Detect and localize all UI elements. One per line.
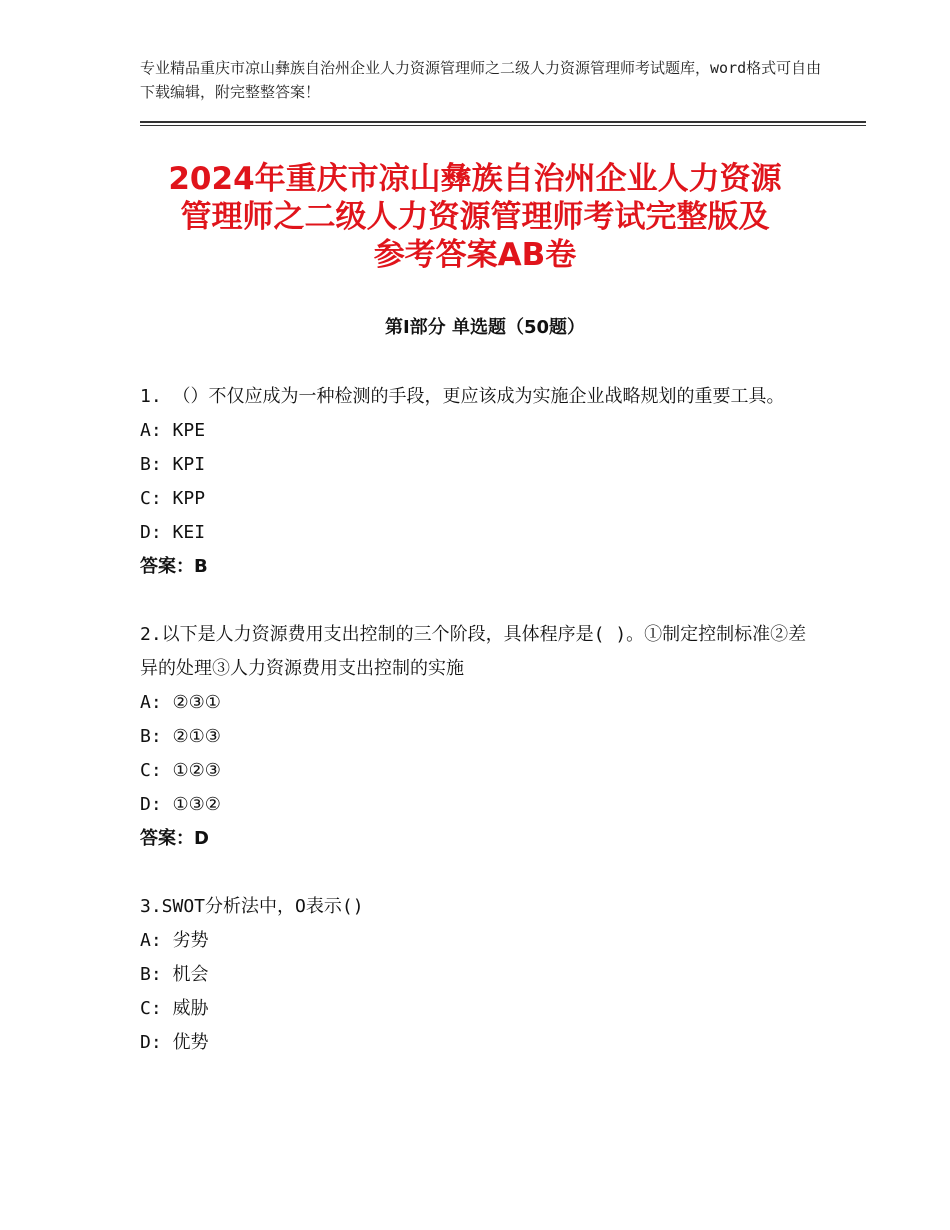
option-text: KPE bbox=[172, 420, 206, 441]
option-text: 威胁 bbox=[172, 998, 209, 1019]
option-letter: B: bbox=[140, 454, 162, 475]
option-text: ②①③ bbox=[172, 726, 221, 747]
option-spacer bbox=[162, 992, 173, 1026]
option-letter: A: bbox=[140, 930, 162, 951]
option-a bbox=[140, 414, 820, 448]
option-text: ①②③ bbox=[172, 760, 221, 781]
option-a bbox=[140, 686, 820, 720]
option-spacer bbox=[162, 720, 173, 754]
option-letter: B: bbox=[140, 726, 162, 747]
option-letter: B: bbox=[140, 964, 162, 985]
header-note: 专业精品重庆市凉山彝族自治州企业人力资源管理师之二级人力资源管理师考试题库，word格式可自由下载编辑，附完整整答案！ bbox=[140, 59, 822, 101]
question-2 bbox=[140, 618, 820, 856]
option-letter: A: bbox=[140, 420, 162, 441]
option-text: 机会 bbox=[172, 964, 209, 985]
option-b bbox=[140, 958, 820, 992]
header-divider bbox=[140, 121, 866, 126]
option-text: ②③① bbox=[172, 692, 221, 713]
option-d bbox=[140, 1026, 820, 1060]
option-spacer bbox=[162, 788, 173, 822]
title-line-2: 管理师之二级人力资源管理师考试完整版及 bbox=[180, 199, 770, 235]
option-text: 劣势 bbox=[172, 930, 209, 951]
option-c bbox=[140, 754, 820, 788]
option-spacer bbox=[162, 924, 173, 958]
option-text: KEI bbox=[172, 522, 206, 543]
option-letter: C: bbox=[140, 488, 162, 509]
option-spacer bbox=[162, 754, 173, 788]
option-spacer bbox=[162, 414, 173, 448]
option-text: KPP bbox=[172, 488, 206, 509]
option-letter: A: bbox=[140, 692, 162, 713]
option-b bbox=[140, 448, 820, 482]
title-line-1: 2024年重庆市凉山彝族自治州企业人力资源 bbox=[168, 161, 782, 197]
question-3 bbox=[140, 890, 820, 1060]
question-stem: 2.以下是人力资源费用支出控制的三个阶段，具体程序是( )。①制定控制标准②差异的处理③人力资源费用支出控制的实施 bbox=[140, 624, 807, 679]
title-line-3: 参考答案AB卷 bbox=[373, 237, 577, 273]
section-heading: 第Ⅰ部分 单选题（50题） bbox=[384, 317, 585, 338]
answer-label: 答案：B bbox=[140, 556, 208, 577]
option-text: ①③② bbox=[172, 794, 221, 815]
option-letter: C: bbox=[140, 998, 162, 1019]
option-d bbox=[140, 516, 820, 550]
option-spacer bbox=[162, 958, 173, 992]
option-spacer bbox=[162, 448, 173, 482]
option-b bbox=[140, 720, 820, 754]
option-text: KPI bbox=[172, 454, 206, 475]
option-spacer bbox=[162, 516, 173, 550]
option-a bbox=[140, 924, 820, 958]
question-1 bbox=[140, 380, 820, 584]
option-spacer bbox=[162, 686, 173, 720]
option-letter: D: bbox=[140, 794, 162, 815]
option-letter: D: bbox=[140, 1032, 162, 1053]
document-title bbox=[100, 160, 850, 274]
option-letter: D: bbox=[140, 522, 162, 543]
option-c bbox=[140, 482, 820, 516]
option-letter: C: bbox=[140, 760, 162, 781]
question-stem: 1. （）不仅应成为一种检测的手段，更应该成为实施企业战略规划的重要工具。 bbox=[140, 386, 785, 407]
question-stem: 3.SWOT分析法中，O表示() bbox=[140, 896, 364, 917]
answer-label: 答案：D bbox=[140, 828, 209, 849]
option-d bbox=[140, 788, 820, 822]
option-spacer bbox=[162, 1026, 173, 1060]
option-text: 优势 bbox=[172, 1032, 209, 1053]
option-c bbox=[140, 992, 820, 1026]
option-spacer bbox=[162, 482, 173, 516]
question-list bbox=[140, 380, 820, 1094]
